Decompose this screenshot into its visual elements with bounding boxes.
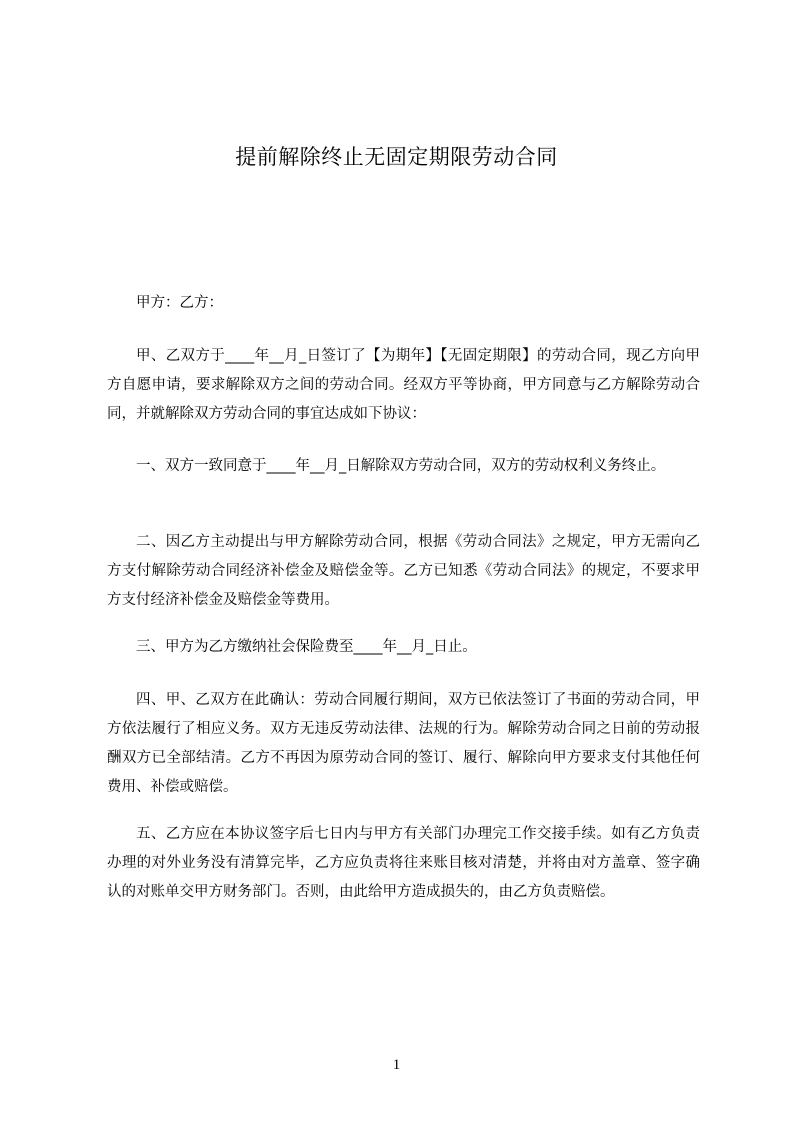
page-title: 提前解除终止无固定期限劳动合同 xyxy=(235,145,558,169)
clause-1: 一、双方一致同意于____年__月_日解除双方劳动合同，双方的劳动权利义务终止。 xyxy=(136,458,666,474)
intro-paragraph: 甲、乙双方于____年__月_日签订了【为期年】【无固定期限】的劳动合同，现乙方向甲方自愿申请，要求解除双方之间的劳动合同。经双方平等协商，甲方同意与乙方解除劳动合同，并就解除双方劳动合同的事宜达成如下协议： xyxy=(107,348,700,422)
page-number: 1 xyxy=(392,1057,401,1073)
parties-line: 甲方：乙方： xyxy=(136,295,223,311)
clause-3: 三、甲方为乙方缴纳社会保险费至____年__月_日止。 xyxy=(136,639,477,655)
clause-4: 四、甲、乙双方在此确认：劳动合同履行期间，双方已依法签订了书面的劳动合同，甲方依法履行了相应义务。双方无违反劳动法律、法规的行为。解除劳动合同之日前的劳动报酬双方已全部结清。乙方不再因为原劳动合同的签订、履行、解除向甲方要求支付其他任何费用、补偿或赔偿。 xyxy=(107,692,700,795)
clause-5: 五、乙方应在本协议签字后七日内与甲方有关部门办理完工作交接手续。如有乙方负责办理的对外业务没有清算完毕，乙方应负责将往来账目核对清楚，并将由对方盖章、签字确认的对账单交甲方财务部门。否则，由此给甲方造成损失的，由乙方负责赔偿。 xyxy=(107,826,700,900)
clause-2: 二、因乙方主动提出与甲方解除劳动合同，根据《劳动合同法》之规定，甲方无需向乙方支付解除劳动合同经济补偿金及赔偿金等。乙方已知悉《劳动合同法》的规定，不要求甲方支付经济补偿金及赔偿金等费用。 xyxy=(107,534,700,608)
